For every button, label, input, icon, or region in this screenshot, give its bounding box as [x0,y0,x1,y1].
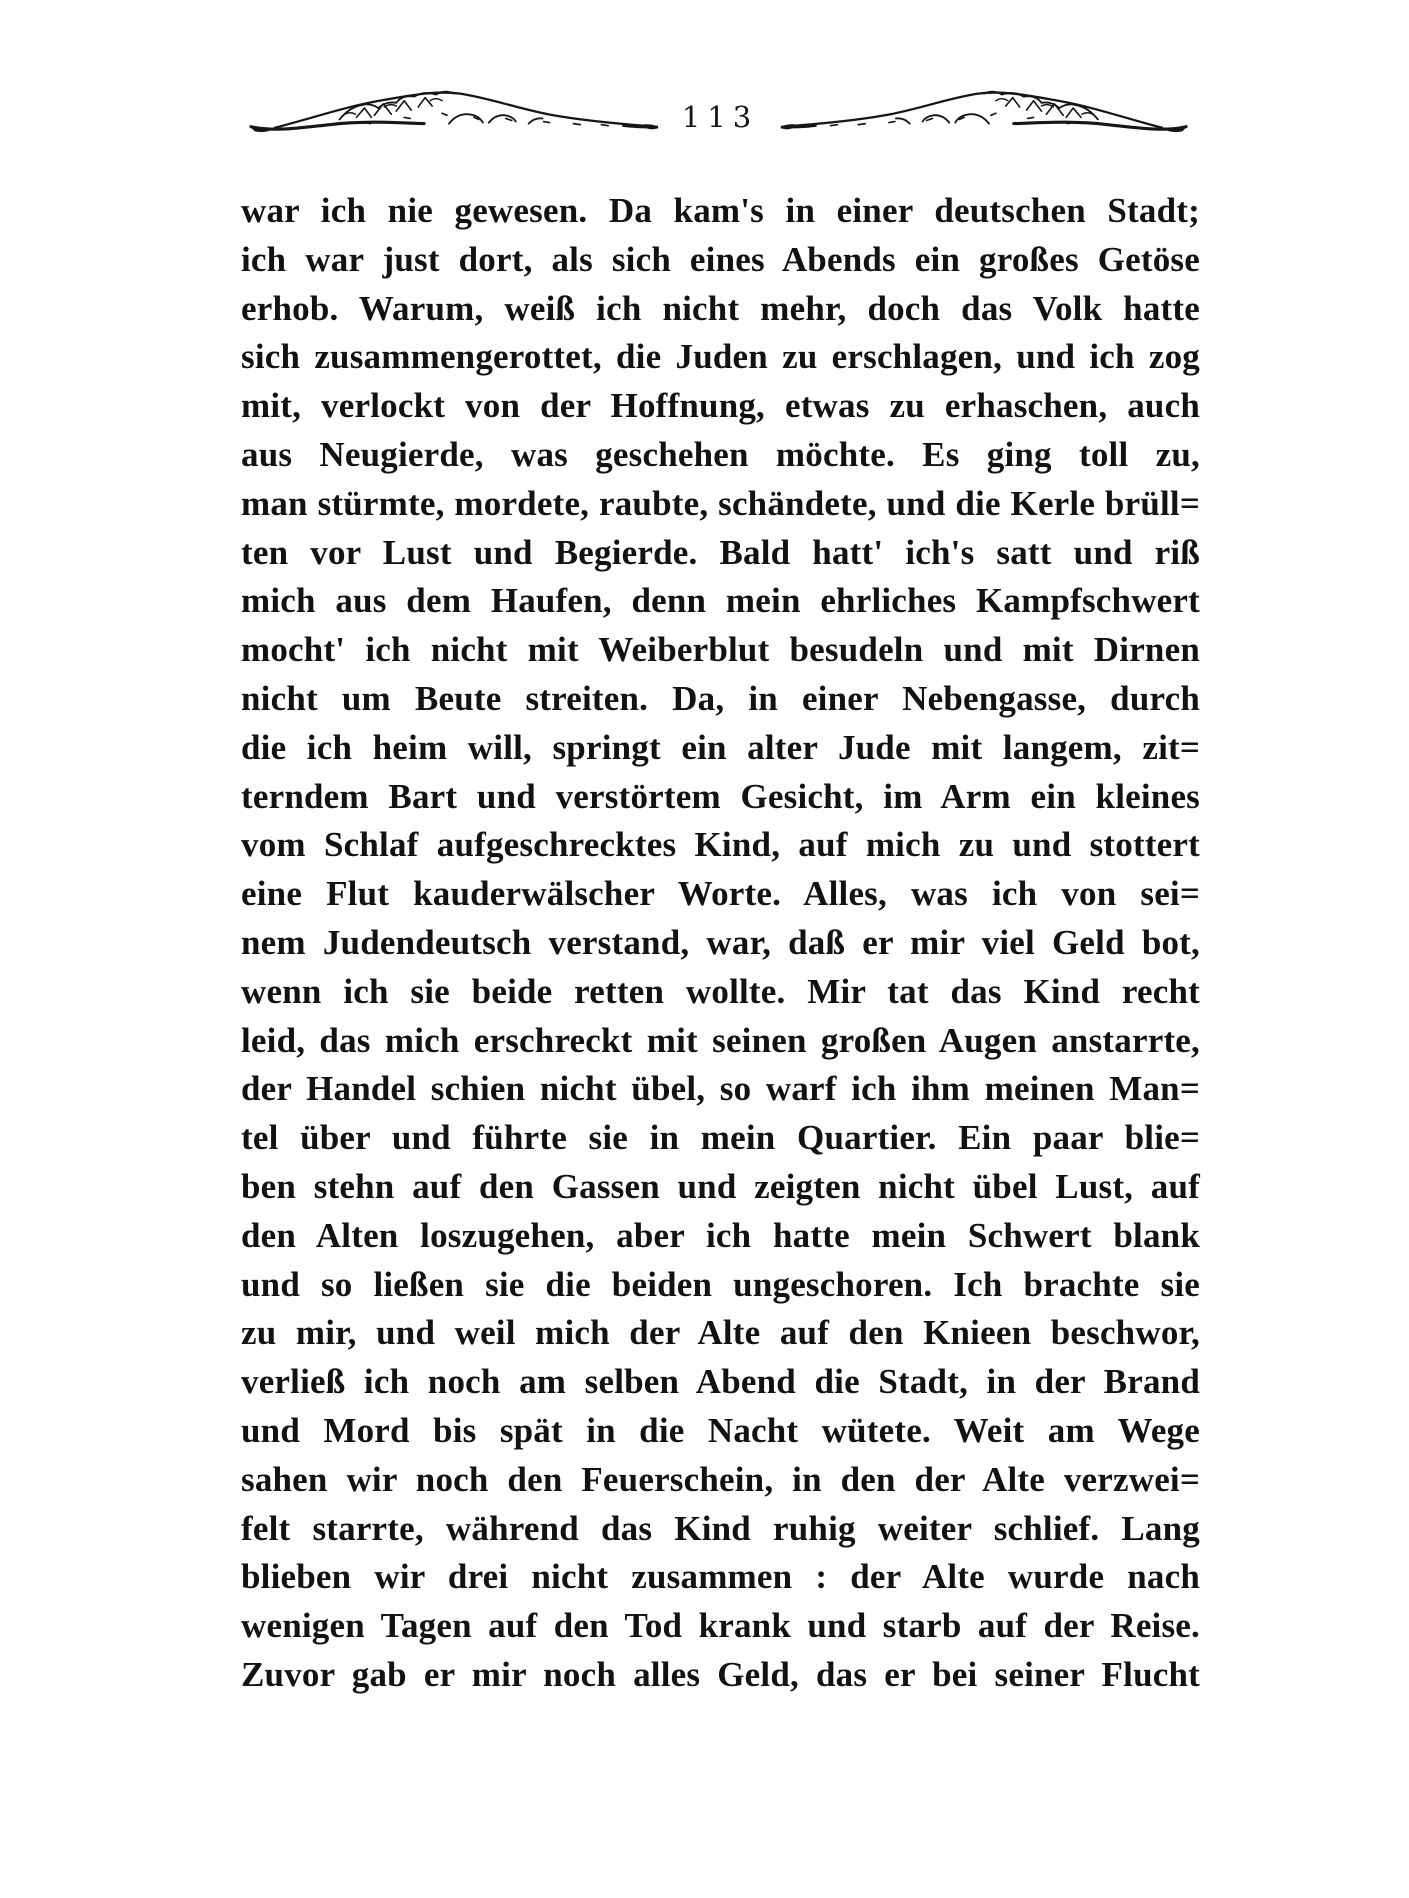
page-header [0,0,1409,150]
text-block [241,187,1200,1700]
page-number: 113 [681,100,759,134]
text-line: nicht um Beute streiten. Da, in einer Nebengasse, durch [241,678,1200,718]
text-line: wenigen Tagen auf den Tod krank und starb auf der Reise. [241,1606,1200,1646]
text-line: der Handel schien nicht übel, so warf ich ihm meinen Man= [241,1069,1200,1109]
text-line: terndem Bart und verstörtem Gesicht, im Arm ein kleines [241,776,1200,816]
text-line: ich war just dort, als sich eines Abends ein großes Getöse [241,239,1200,279]
text-line: verließ ich noch am selben Abend die Stadt, in der Brand [241,1362,1200,1402]
text-line: ten vor Lust und Begierde. Bald hatt' ich's satt und riß [241,532,1200,572]
text-line: blieben wir drei nicht zusammen : der Alte wurde nach [241,1557,1200,1597]
text-line: eine Flut kauderwälscher Worte. Alles, was ich von sei= [241,874,1200,914]
text-line: leid, das mich erschreckt mit seinen großen Augen anstarrte, [241,1020,1200,1060]
text-line: sahen wir noch den Feuerschein, in den der Alte verzwei= [241,1459,1200,1499]
text-line: wenn ich sie beide retten wollte. Mir tat das Kind recht [241,971,1200,1011]
text-line: den Alten loszugehen, aber ich hatte mein Schwert blank [241,1215,1200,1255]
text-line: vom Schlaf aufgeschrecktes Kind, auf mich zu und stottert [241,825,1200,865]
text-line: felt starrte, während das Kind ruhig weiter schlief. Lang [241,1508,1200,1548]
text-line: sich zusammengerottet, die Juden zu erschlagen, und ich zog [241,337,1200,377]
text-line: aus Neugierde, was geschehen möchte. Es ging toll zu, [241,434,1200,474]
text-line: und so ließen sie die beiden ungeschoren. Ich brachte sie [241,1264,1200,1304]
text-line: war ich nie gewesen. Da kam's in einer deutschen Stadt; [241,191,1200,230]
text-line: die ich heim will, springt ein alter Jude mit langem, zit= [241,727,1200,767]
text-line: und Mord bis spät in die Nacht wütete. Weit am Wege [241,1410,1200,1450]
text-line: man stürmte, mordete, raubte, schändete, und die Kerle brüll= [241,483,1200,523]
text-line: zu mir, und weil mich der Alte auf den Knieen beschwor, [241,1313,1200,1353]
text-line: mocht' ich nicht mit Weiberblut besudeln und mit Dirnen [241,630,1200,670]
text-line: mit, verlockt von der Hoffnung, etwas zu erhaschen, auch [241,386,1200,426]
text-line: erhob. Warum, weiß ich nicht mehr, doch das Volk hatte [241,288,1200,328]
header-ornament-right-icon [776,80,1192,134]
text-line: Zuvor gab er mir noch alles Geld, das er bei seiner Flucht [241,1654,1200,1694]
text-line: nem Judendeutsch verstand, war, daß er mir viel Geld bot, [241,922,1200,962]
text-line: tel über und führte sie in mein Quartier. Ein paar blie= [241,1118,1200,1158]
header-ornament-left-icon [245,80,663,134]
text-line: ben stehn auf den Gassen und zeigten nicht übel Lust, auf [241,1166,1200,1206]
text-line: mich aus dem Haufen, denn mein ehrliches Kampfschwert [241,581,1200,621]
